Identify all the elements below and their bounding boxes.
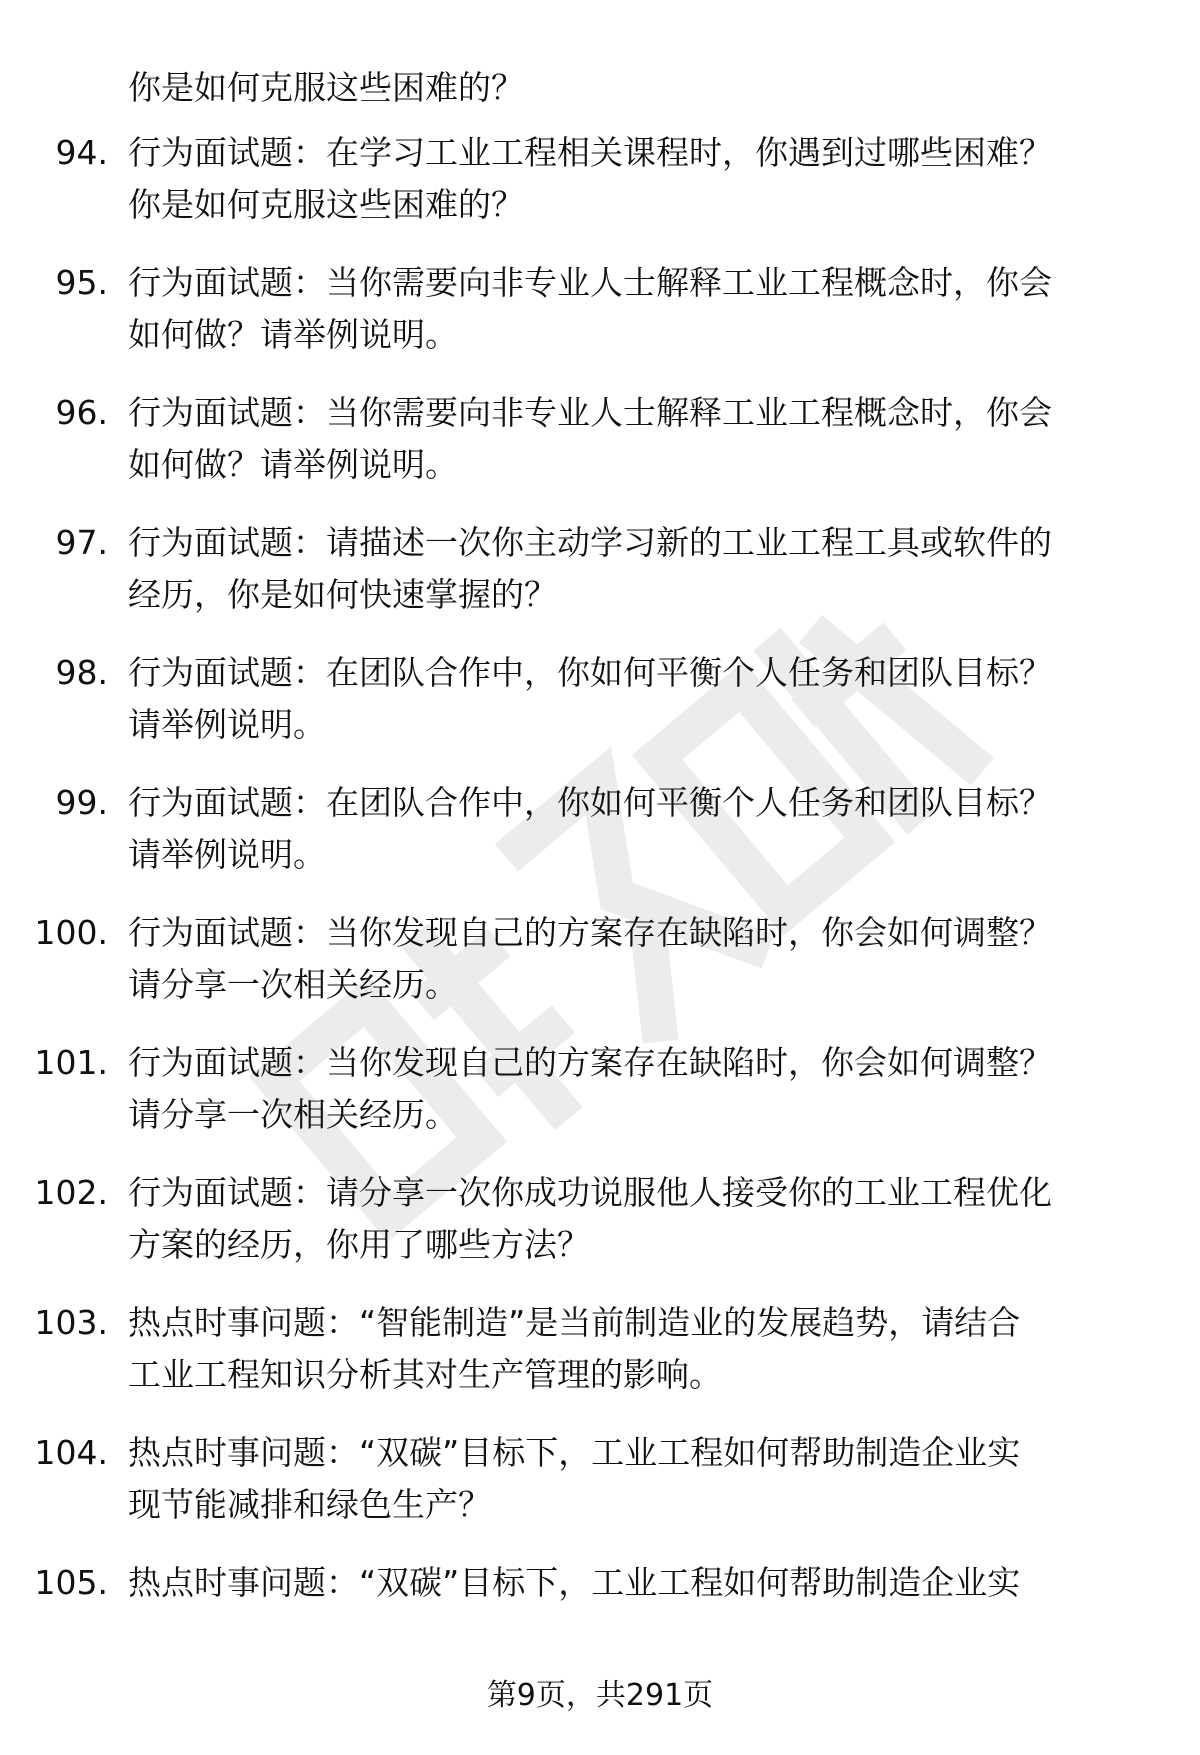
question-line: 行为面试题：当你发现自己的方案存在缺陷时，你会如何调整？ xyxy=(128,913,1052,952)
question-list xyxy=(0,127,1200,1687)
question-number: 97. xyxy=(55,523,108,562)
question-line: 行为面试题：在团队合作中，你如何平衡个人任务和团队目标？ xyxy=(128,653,1052,692)
question-item xyxy=(0,257,1200,387)
question-line: 如何做？请举例说明。 xyxy=(128,315,458,354)
question-text xyxy=(128,1297,1148,1401)
question-text xyxy=(128,647,1148,751)
question-text xyxy=(128,127,1148,231)
question-line: 你是如何克服这些困难的？ xyxy=(128,185,524,224)
question-line: 现节能减排和绿色生产？ xyxy=(128,1485,491,1524)
question-text xyxy=(128,1427,1148,1531)
question-line: 行为面试题：在学习工业工程相关课程时，你遇到过哪些困难？ xyxy=(128,133,1052,172)
question-text xyxy=(128,907,1148,1011)
question-line: 行为面试题：当你需要向非专业人士解释工业工程概念时，你会 xyxy=(128,393,1052,432)
question-item xyxy=(0,387,1200,517)
question-line: 热点时事问题：“双碳”目标下，工业工程如何帮助制造企业实 xyxy=(128,1433,1021,1472)
question-line: 行为面试题：请分享一次你成功说服他人接受你的工业工程优化 xyxy=(128,1173,1052,1212)
question-text xyxy=(128,257,1148,361)
question-line: 行为面试题：请描述一次你主动学习新的工业工程工具或软件的 xyxy=(128,523,1052,562)
page-number-footer: 第9页，共291页 xyxy=(486,1678,714,1713)
question-number: 94. xyxy=(55,133,108,172)
question-number: 100. xyxy=(34,913,108,952)
question-line: 方案的经历，你用了哪些方法？ xyxy=(128,1225,590,1264)
question-line: 热点时事问题：“智能制造”是当前制造业的发展趋势，请结合 xyxy=(128,1303,1021,1342)
question-item xyxy=(0,1557,1200,1687)
question-item xyxy=(0,127,1200,257)
question-item xyxy=(0,907,1200,1037)
question-text xyxy=(128,387,1148,491)
question-line: 行为面试题：在团队合作中，你如何平衡个人任务和团队目标？ xyxy=(128,783,1052,822)
question-text xyxy=(128,1037,1148,1141)
question-line: 行为面试题：当你发现自己的方案存在缺陷时，你会如何调整？ xyxy=(128,1043,1052,1082)
question-item xyxy=(0,517,1200,647)
question-item xyxy=(0,1037,1200,1167)
question-number: 103. xyxy=(34,1303,108,1342)
question-line: 请举例说明。 xyxy=(128,835,326,874)
question-number: 104. xyxy=(34,1433,108,1472)
question-text xyxy=(128,1167,1148,1271)
question-number: 101. xyxy=(34,1043,108,1082)
question-number: 105. xyxy=(34,1563,108,1602)
question-number: 99. xyxy=(55,783,108,822)
question-item xyxy=(0,1297,1200,1427)
question-item xyxy=(0,1427,1200,1557)
question-item xyxy=(0,1167,1200,1297)
question-line: 请分享一次相关经历。 xyxy=(128,1095,458,1134)
question-line: 行为面试题：当你需要向非专业人士解释工业工程概念时，你会 xyxy=(128,263,1052,302)
question-line: 请举例说明。 xyxy=(128,705,326,744)
question-line: 工业工程知识分析其对生产管理的影响。 xyxy=(128,1355,722,1394)
question-item xyxy=(0,647,1200,777)
question-text xyxy=(128,1557,1148,1609)
question-number: 96. xyxy=(55,393,108,432)
question-number: 102. xyxy=(34,1173,108,1212)
question-line: 热点时事问题：“双碳”目标下，工业工程如何帮助制造企业实 xyxy=(128,1563,1021,1602)
continued-question-text: 你是如何克服这些困难的？ xyxy=(128,68,524,107)
question-line: 经历，你是如何快速掌握的？ xyxy=(128,575,557,614)
question-line: 如何做？请举例说明。 xyxy=(128,445,458,484)
question-text xyxy=(128,777,1148,881)
question-item xyxy=(0,777,1200,907)
question-number: 95. xyxy=(55,263,108,302)
question-line: 请分享一次相关经历。 xyxy=(128,965,458,1004)
question-text xyxy=(128,517,1148,621)
question-number: 98. xyxy=(55,653,108,692)
